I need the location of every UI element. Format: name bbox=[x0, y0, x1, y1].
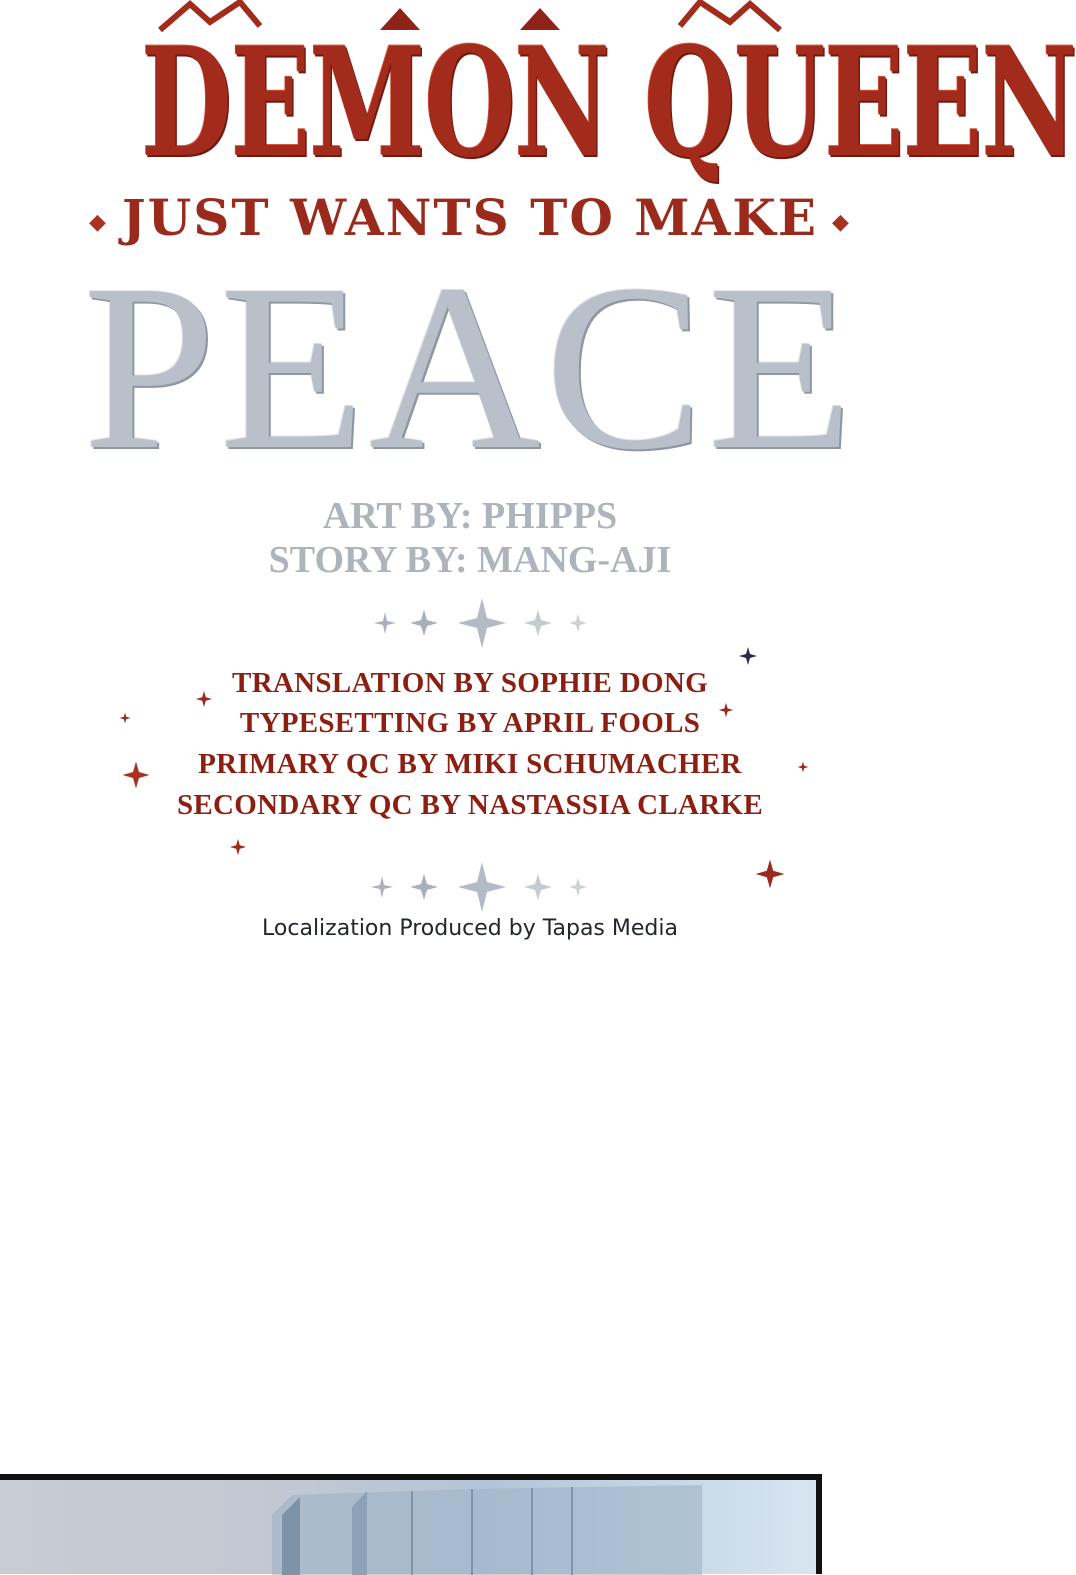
building-illustration bbox=[272, 1485, 702, 1575]
credit-secondary-qc: SECONDARY QC BY NASTASSIA CLARKE bbox=[176, 789, 763, 821]
credit-story: STORY BY: MANG-AJI bbox=[268, 539, 672, 581]
localization-credit: Localization Produced by Tapas Media bbox=[262, 916, 678, 941]
credit-primary-qc: PRIMARY QC BY MIKI SCHUMACHER bbox=[198, 748, 742, 780]
subtitle-text: JUST WANTS TO MAKE bbox=[121, 188, 819, 247]
credit-art: ART BY: PHIPPS bbox=[322, 495, 618, 537]
sparkle-icon bbox=[797, 761, 809, 773]
credit-typesetting: TYPESETTING BY APRIL FOOLS bbox=[239, 707, 701, 739]
title-demon-queen: DEMON QUEEN bbox=[141, 15, 1076, 191]
title-peace: PEACE bbox=[83, 236, 857, 499]
sparkle-icon bbox=[754, 858, 786, 890]
sparkle-row-top bbox=[368, 598, 592, 648]
sparkle-icon bbox=[738, 646, 758, 666]
sparkle-icon bbox=[195, 690, 213, 708]
sparkle-row-bottom bbox=[368, 862, 592, 912]
diamond-icon: ◆ bbox=[89, 209, 108, 235]
diamond-icon: ◆ bbox=[832, 209, 851, 235]
sparkle-icon bbox=[119, 712, 131, 724]
sparkle-icon bbox=[718, 702, 734, 718]
credit-translation: TRANSLATION BY SOPHIE DONG bbox=[232, 667, 708, 699]
sparkle-icon bbox=[229, 838, 247, 856]
sparkle-icon bbox=[121, 760, 151, 790]
